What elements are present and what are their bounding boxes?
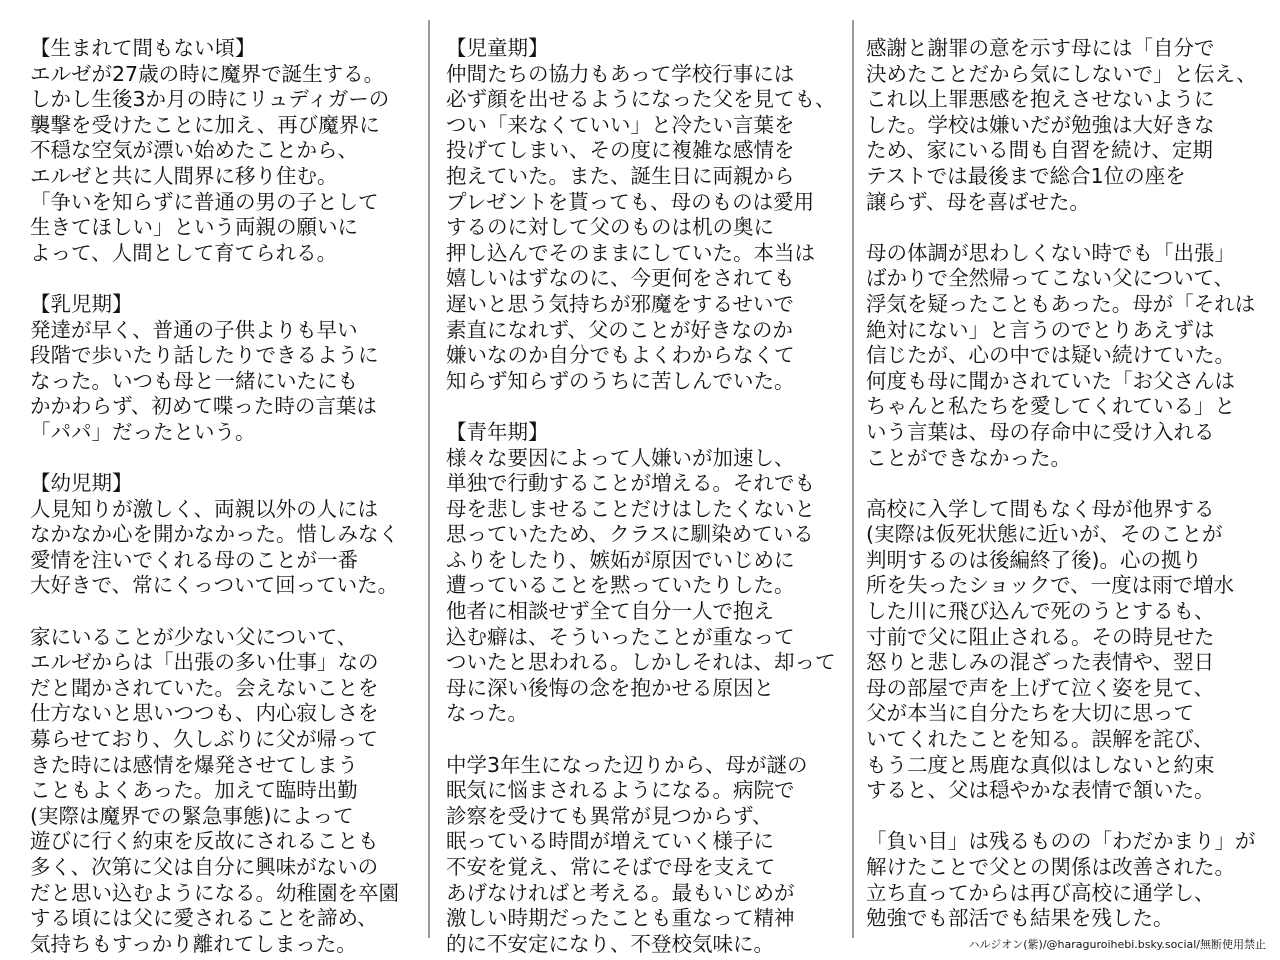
section-heading: 【青年期】 xyxy=(446,419,549,444)
text-line: 的に不安定になり、不登校気味に。 xyxy=(446,931,774,956)
text-line: 立ち直ってからは再び高校に通学し、 xyxy=(866,880,1215,905)
text-line: だと思い込むようになる。幼稚園を卒園 xyxy=(30,880,399,905)
section-heading: 【乳児期】 xyxy=(30,291,133,316)
text-line: 段階で歩いたり話したりできるように xyxy=(30,343,379,368)
text-line: した川に飛び込んで死のうとするも、 xyxy=(866,599,1215,624)
paragraph xyxy=(446,420,838,727)
paragraph xyxy=(30,471,420,599)
text-line: ため、家にいる間も自習を続け、定期 xyxy=(866,138,1213,163)
text-line: だと聞かされていた。会えないことを xyxy=(30,675,379,700)
text-line: 愛情を注いでくれる母のことが一番 xyxy=(30,547,358,572)
text-line: かかわらず、初めて喋った時の言葉は xyxy=(30,394,377,419)
text-line: 「争いを知らずに普通の男の子として xyxy=(30,189,379,214)
text-line: 激しい時期だったことも重なって精神 xyxy=(446,906,795,931)
text-line: 譲らず、母を喜ばせた。 xyxy=(866,189,1090,214)
text-line: こともよくあった。加えて臨時出勤 xyxy=(30,778,358,803)
text-line: した。学校は嫌いだが勉強は大好きな xyxy=(866,112,1215,137)
credit-line: ハルジオン(紫)/@haraguroihebi.bsky.social/無断使用禁止 xyxy=(968,938,1266,951)
paragraph xyxy=(866,241,1266,471)
text-line: エルゼからは「出張の多い仕事」なの xyxy=(30,650,379,675)
text-column-1 xyxy=(30,36,420,957)
paragraph xyxy=(30,292,420,446)
text-line: 判明するのは後編終了後)。心の拠り xyxy=(866,547,1202,572)
text-line: いてくれたことを知る。誤解を詫び、 xyxy=(866,727,1214,752)
text-line: 不安を覚え、常にそばで母を支えて xyxy=(446,855,776,879)
text-line: 何度も母に聞かされていた「お父さんは xyxy=(866,368,1235,393)
text-line: 仲間たちの協力もあって学校行事には xyxy=(446,61,795,86)
text-line: (実際は仮死状態に近いが、そのことが xyxy=(866,522,1223,547)
text-line: 押し込んでそのままにしていた。本当は xyxy=(446,240,815,265)
text-line: これ以上罪悪感を抱えさせないように xyxy=(866,87,1215,112)
text-line: もう二度と馬鹿な真似はしないと約束 xyxy=(866,752,1215,777)
text-line: 不穏な空気が漂い始めたことから、 xyxy=(30,138,358,163)
section-heading: 【幼児期】 xyxy=(30,471,133,496)
text-line: 勉強でも部活でも結果を残した。 xyxy=(866,906,1174,931)
text-line: 遭っていることを黙っていたりした。 xyxy=(446,573,795,598)
text-column-2 xyxy=(446,36,838,957)
text-line: (実際は魔界での緊急事態)によって xyxy=(30,803,354,828)
text-line: 所を失ったショックで、一度は雨で増水 xyxy=(866,573,1235,598)
text-column-3 xyxy=(866,36,1266,932)
text-line: 信じたが、心の中では疑い続けていた。 xyxy=(866,343,1235,368)
text-line: 遊びに行く約束を反故にされることも xyxy=(30,829,379,854)
text-line: 人見知りが激しく、両親以外の人には xyxy=(30,496,379,521)
text-line: 大好きで、常にくっついて回っていた。 xyxy=(30,573,399,598)
text-line: エルゼが27歳の時に魔界で誕生する。 xyxy=(30,61,385,86)
text-line: ばかりで全然帰ってこない父について、 xyxy=(866,266,1235,291)
text-line: 母に深い後悔の念を抱かせる原因と xyxy=(446,675,774,700)
text-line: 単独で行動することが増える。それでも xyxy=(446,471,815,496)
text-line: 必ず顔を出せるようになった父を見ても、 xyxy=(446,87,836,112)
text-line: 眠っている時間が増えていく様子に xyxy=(446,829,774,854)
paragraph xyxy=(866,36,1266,215)
column-divider-1 xyxy=(428,20,430,938)
text-line: あげなければと考える。最もいじめが xyxy=(446,880,795,905)
text-line: ついたと思われる。しかしそれは、却って xyxy=(446,650,836,675)
text-line: 素直になれず、父のことが好きなのか xyxy=(446,317,793,342)
paragraph xyxy=(446,36,838,394)
text-line: すると、父は穏やかな表情で頷いた。 xyxy=(866,778,1215,803)
paragraph xyxy=(866,497,1266,804)
text-line: 「パパ」だったという。 xyxy=(30,419,256,444)
text-line: 気持ちもすっかり離れてしまった。 xyxy=(30,931,357,956)
text-line: 「負い目」は残るものの「わだかまり」が xyxy=(866,829,1256,854)
text-line: 怒りと悲しみの混ざった表情や、翌日 xyxy=(866,650,1215,675)
paragraph xyxy=(30,625,420,958)
text-line: 母を悲しませることだけはしたくないと xyxy=(446,496,815,521)
text-line: する頃には父に愛されることを諦め、 xyxy=(30,906,378,931)
text-line: 遅いと思う気持ちが邪魔をするせいで xyxy=(446,291,794,316)
text-line: 抱えていた。また、誕生日に両親から xyxy=(446,163,795,188)
section-heading: 【生まれて間もない頃】 xyxy=(30,36,256,60)
text-line: 眠気に悩まされるようになる。病院で xyxy=(446,778,795,803)
text-line: つい「来なくていい」と冷たい言葉を xyxy=(446,112,795,137)
text-line: 他者に相談せず全て自分一人で抱え xyxy=(446,599,774,624)
text-line: きた時には感情を爆発させてしまう xyxy=(30,752,358,777)
text-line: 母の体調が思わしくない時でも「出張」 xyxy=(866,240,1235,265)
text-line: ふりをしたり、嫉妬が原因でいじめに xyxy=(446,547,795,572)
paragraph xyxy=(30,36,420,266)
text-line: 嫌いなのか自分でもよくわからなくて xyxy=(446,343,795,368)
text-line: よって、人間として育てられる。 xyxy=(30,240,338,265)
paragraph xyxy=(446,753,838,958)
text-line: 診察を受けても異常が見つからず、 xyxy=(446,803,773,828)
text-line: なかなか心を開かなかった。惜しみなく xyxy=(30,522,399,547)
text-line: 浮気を疑ったこともあった。母が「それは xyxy=(866,291,1256,316)
text-line: プレゼントを貰っても、母のものは愛用 xyxy=(446,189,815,214)
text-line: 生きてほしい」という両親の願いに xyxy=(30,215,358,240)
text-line: エルゼと共に人間界に移り住む。 xyxy=(30,163,338,188)
section-heading: 【児童期】 xyxy=(446,36,549,60)
column-divider-2 xyxy=(852,20,854,938)
text-line: 高校に入学して間もなく母が他界する xyxy=(866,496,1215,521)
text-line: 家にいることが少ない父について、 xyxy=(30,624,358,649)
text-line: 多く、次第に父は自分に興味がないの xyxy=(30,855,379,879)
text-line: 込む癖は、そういったことが重なって xyxy=(446,624,795,649)
text-line: 母の部屋で声を上げて泣く姿を見て、 xyxy=(866,675,1215,700)
text-line: なった。 xyxy=(446,701,528,726)
text-line: 様々な要因によって人嫌いが加速し、 xyxy=(446,445,795,470)
text-line: 発達が早く、普通の子供よりも早い xyxy=(30,317,358,342)
text-line: 感謝と謝罪の意を示す母には「自分で xyxy=(866,36,1215,60)
text-line: 投げてしまい、その度に複雑な感情を xyxy=(446,138,795,163)
text-line: ことができなかった。 xyxy=(866,445,1071,470)
text-line: テストでは最後まで総合1位の座を xyxy=(866,163,1186,188)
text-line: いう言葉は、母の存命中に受け入れる xyxy=(866,419,1215,444)
text-line: 父が本当に自分たちを大切に思って xyxy=(866,701,1194,726)
text-line: しかし生後3か月の時にリュディガーの xyxy=(30,87,390,112)
text-line: 募らせており、久しぶりに父が帰って xyxy=(30,727,378,752)
paragraph xyxy=(866,829,1266,931)
text-line: 襲撃を受けたことに加え、再び魔界に xyxy=(30,112,380,137)
text-line: なった。いつも母と一緒にいたにも xyxy=(30,368,358,393)
text-line: 仕方ないと思いつつも、内心寂しさを xyxy=(30,701,379,726)
text-line: 知らず知らずのうちに苦しんでいた。 xyxy=(446,368,795,393)
text-line: するのに対して父のものは机の奥に xyxy=(446,215,774,240)
text-line: 寸前で父に阻止される。その時見せた xyxy=(866,624,1215,649)
text-line: 嬉しいはずなのに、今更何をされても xyxy=(446,266,795,291)
text-line: ちゃんと私たちを愛してくれている」と xyxy=(866,394,1235,419)
text-line: 解けたことで父との関係は改善された。 xyxy=(866,855,1235,879)
text-line: 思っていたため、クラスに馴染めている xyxy=(446,522,814,547)
text-line: 中学3年生になった辺りから、母が謎の xyxy=(446,752,808,777)
text-line: 絶対にない」と言うのでとりあえずは xyxy=(866,317,1215,342)
text-line: 決めたことだから気にしないで」と伝え、 xyxy=(866,61,1257,86)
